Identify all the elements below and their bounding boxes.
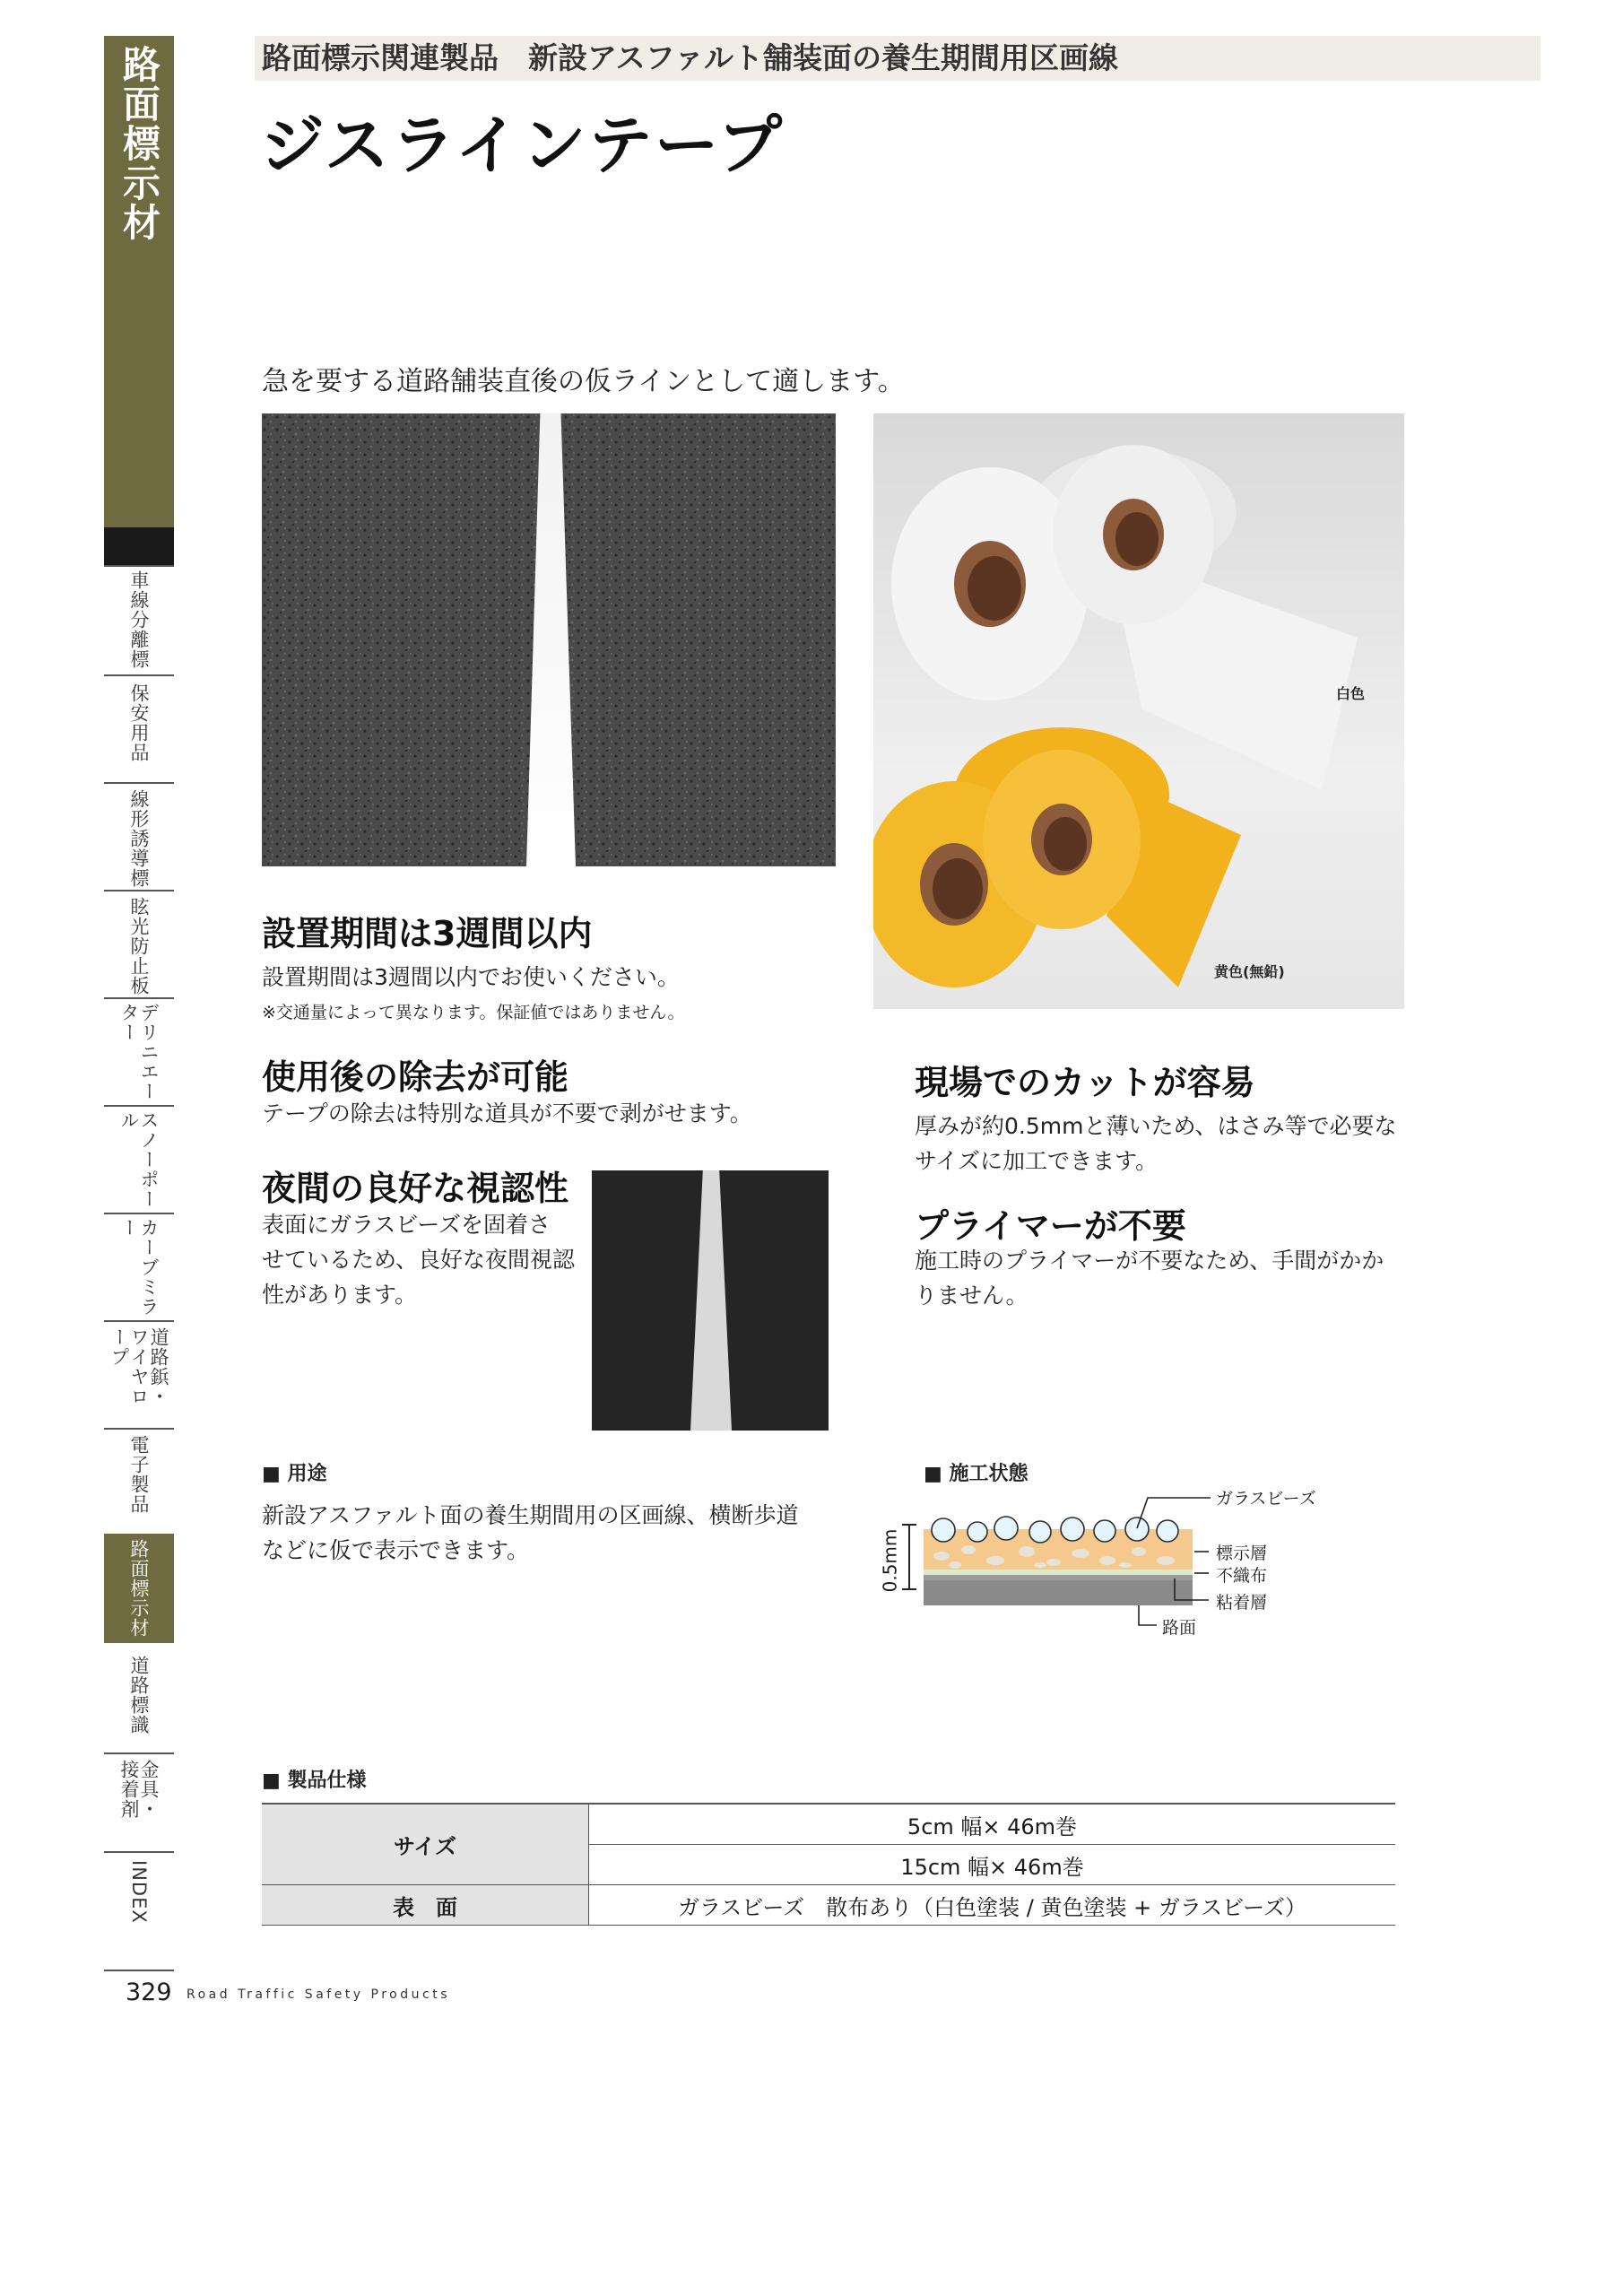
tape-rolls-illustration bbox=[873, 413, 1404, 1009]
feature-primer-line1: 施工時のプライマーが不要なため、手間がかか bbox=[915, 1248, 1384, 1274]
feature-primer-title: プライマーが不要 bbox=[915, 1206, 1186, 1246]
white-tape-label: 白色 bbox=[1336, 685, 1366, 702]
sidebar-item-safety-goods[interactable]: 保安用品 bbox=[128, 683, 151, 762]
nav-divider bbox=[104, 1752, 174, 1754]
feature-night-line3: 性があります。 bbox=[262, 1282, 418, 1308]
page-title: ジスラインテープ bbox=[260, 108, 785, 183]
usage-label: ■ 用途 bbox=[262, 1463, 327, 1485]
feature-period-text: 設置期間は3週間以内でお使いください。 bbox=[262, 964, 680, 990]
nav-divider bbox=[104, 674, 174, 676]
nav-divider bbox=[104, 997, 174, 999]
construction-label: ■ 施工状態 bbox=[924, 1463, 1028, 1485]
nav-divider bbox=[104, 1213, 174, 1214]
layer-nonwoven-label: 不織布 bbox=[1216, 1566, 1268, 1586]
size-option-15cm: 15cm 幅× 46m巻 bbox=[589, 1845, 1396, 1885]
usage-line2: などに仮で表示できます。 bbox=[262, 1537, 530, 1563]
feature-cut-line2: サイズに加工できます。 bbox=[915, 1148, 1159, 1174]
size-header: サイズ bbox=[262, 1804, 589, 1885]
nav-divider bbox=[104, 1851, 174, 1853]
nav-divider bbox=[104, 565, 174, 567]
night-lane-line bbox=[690, 1170, 732, 1431]
feature-removal-text: テープの除去は特別な道具が不要で剥がせます。 bbox=[262, 1100, 752, 1126]
night-road-photo bbox=[592, 1170, 829, 1431]
layer-adhesive-label: 粘着層 bbox=[1216, 1593, 1268, 1613]
sidebar-item-glare-shield[interactable]: 眩光防止板 bbox=[128, 897, 151, 996]
footer-caption: Road Traffic Safety Products bbox=[187, 1987, 450, 2002]
yellow-tape-label: 黄色(無鉛) bbox=[1214, 963, 1285, 980]
sidebar-title: 路面標示材 bbox=[117, 45, 161, 242]
spec-label: ■ 製品仕様 bbox=[262, 1770, 367, 1792]
layer-marking-label: 標示層 bbox=[1216, 1544, 1268, 1563]
layer-road-label: 路面 bbox=[1162, 1618, 1197, 1638]
feature-cut-line1: 厚みが約0.5mmと薄いため、はさみ等で必要な bbox=[915, 1113, 1397, 1139]
feature-period-note: ※交通量によって異なります。保証値ではありません。 bbox=[262, 1003, 685, 1022]
sidebar-item-lane-separator[interactable]: 車線分離標 bbox=[128, 570, 151, 669]
table-row bbox=[262, 1804, 1395, 1845]
usage-line1: 新設アスファルト面の養生期間用の区画線、横断歩道 bbox=[262, 1502, 799, 1528]
nav-divider bbox=[104, 1105, 174, 1107]
sidebar-item-curve-mirror[interactable]: カーブミラー bbox=[118, 1218, 161, 1317]
feature-period-title: 設置期間は3週間以内 bbox=[262, 914, 593, 953]
spec-table bbox=[262, 1803, 1395, 1926]
sidebar-item-electronics[interactable]: 電子製品 bbox=[128, 1435, 151, 1514]
sidebar-item-road-marking[interactable]: 路面標示材 bbox=[104, 1534, 174, 1643]
feature-night-line2: せているため、良好な夜間視認 bbox=[262, 1247, 576, 1273]
table-row bbox=[262, 1885, 1395, 1926]
size-option-5cm: 5cm 幅× 46m巻 bbox=[589, 1804, 1396, 1845]
nav-divider bbox=[104, 1320, 174, 1322]
footer-divider bbox=[104, 1970, 174, 1971]
sidebar-item-index[interactable]: INDEX bbox=[128, 1860, 151, 1924]
feature-cut-title: 現場でのカットが容易 bbox=[915, 1063, 1255, 1102]
sidebar-item-road-signs[interactable]: 道路標識 bbox=[128, 1656, 151, 1735]
nav-divider bbox=[104, 1428, 174, 1430]
sidebar-item-delineator[interactable]: デリニエーター bbox=[118, 1003, 161, 1101]
lead-text: 急を要する道路舗装直後の仮ラインとして適します。 bbox=[262, 366, 905, 397]
sidebar-item-fittings[interactable]: 金具・接着剤 bbox=[118, 1760, 161, 1819]
sidebar-item-road-stud[interactable]: 道路鋲・ワイヤロープ bbox=[108, 1327, 170, 1406]
sidebar-item-snow-pole[interactable]: スノーポール bbox=[118, 1110, 161, 1209]
page-number: 329 bbox=[126, 1979, 172, 2006]
road-photo bbox=[262, 413, 836, 866]
nav-divider bbox=[104, 782, 174, 784]
sidebar-item-delineation[interactable]: 線形誘導標 bbox=[128, 789, 151, 888]
feature-night-line1: 表面にガラスビーズを固着さ bbox=[262, 1212, 551, 1238]
feature-primer-line2: りません。 bbox=[915, 1283, 1028, 1309]
layer-beads-label: ガラスビーズ bbox=[1216, 1489, 1316, 1509]
feature-night-title: 夜間の良好な視認性 bbox=[262, 1169, 569, 1208]
feature-removal-title: 使用後の除去が可能 bbox=[262, 1057, 569, 1097]
thickness-label: 0.5mm bbox=[879, 1528, 900, 1593]
thickness-label-box bbox=[877, 1525, 902, 1596]
tape-rolls-photo bbox=[873, 413, 1404, 1009]
surface-header: 表 面 bbox=[262, 1885, 589, 1926]
category-heading: 路面標示関連製品 新設アスファルト舗装面の養生期間用区画線 bbox=[262, 40, 1119, 75]
sidebar-title-marker bbox=[104, 527, 174, 565]
surface-value: ガラスビーズ 散布あり（白色塗装 / 黄色塗装 + ガラスビーズ） bbox=[589, 1885, 1396, 1926]
nav-divider bbox=[104, 890, 174, 891]
